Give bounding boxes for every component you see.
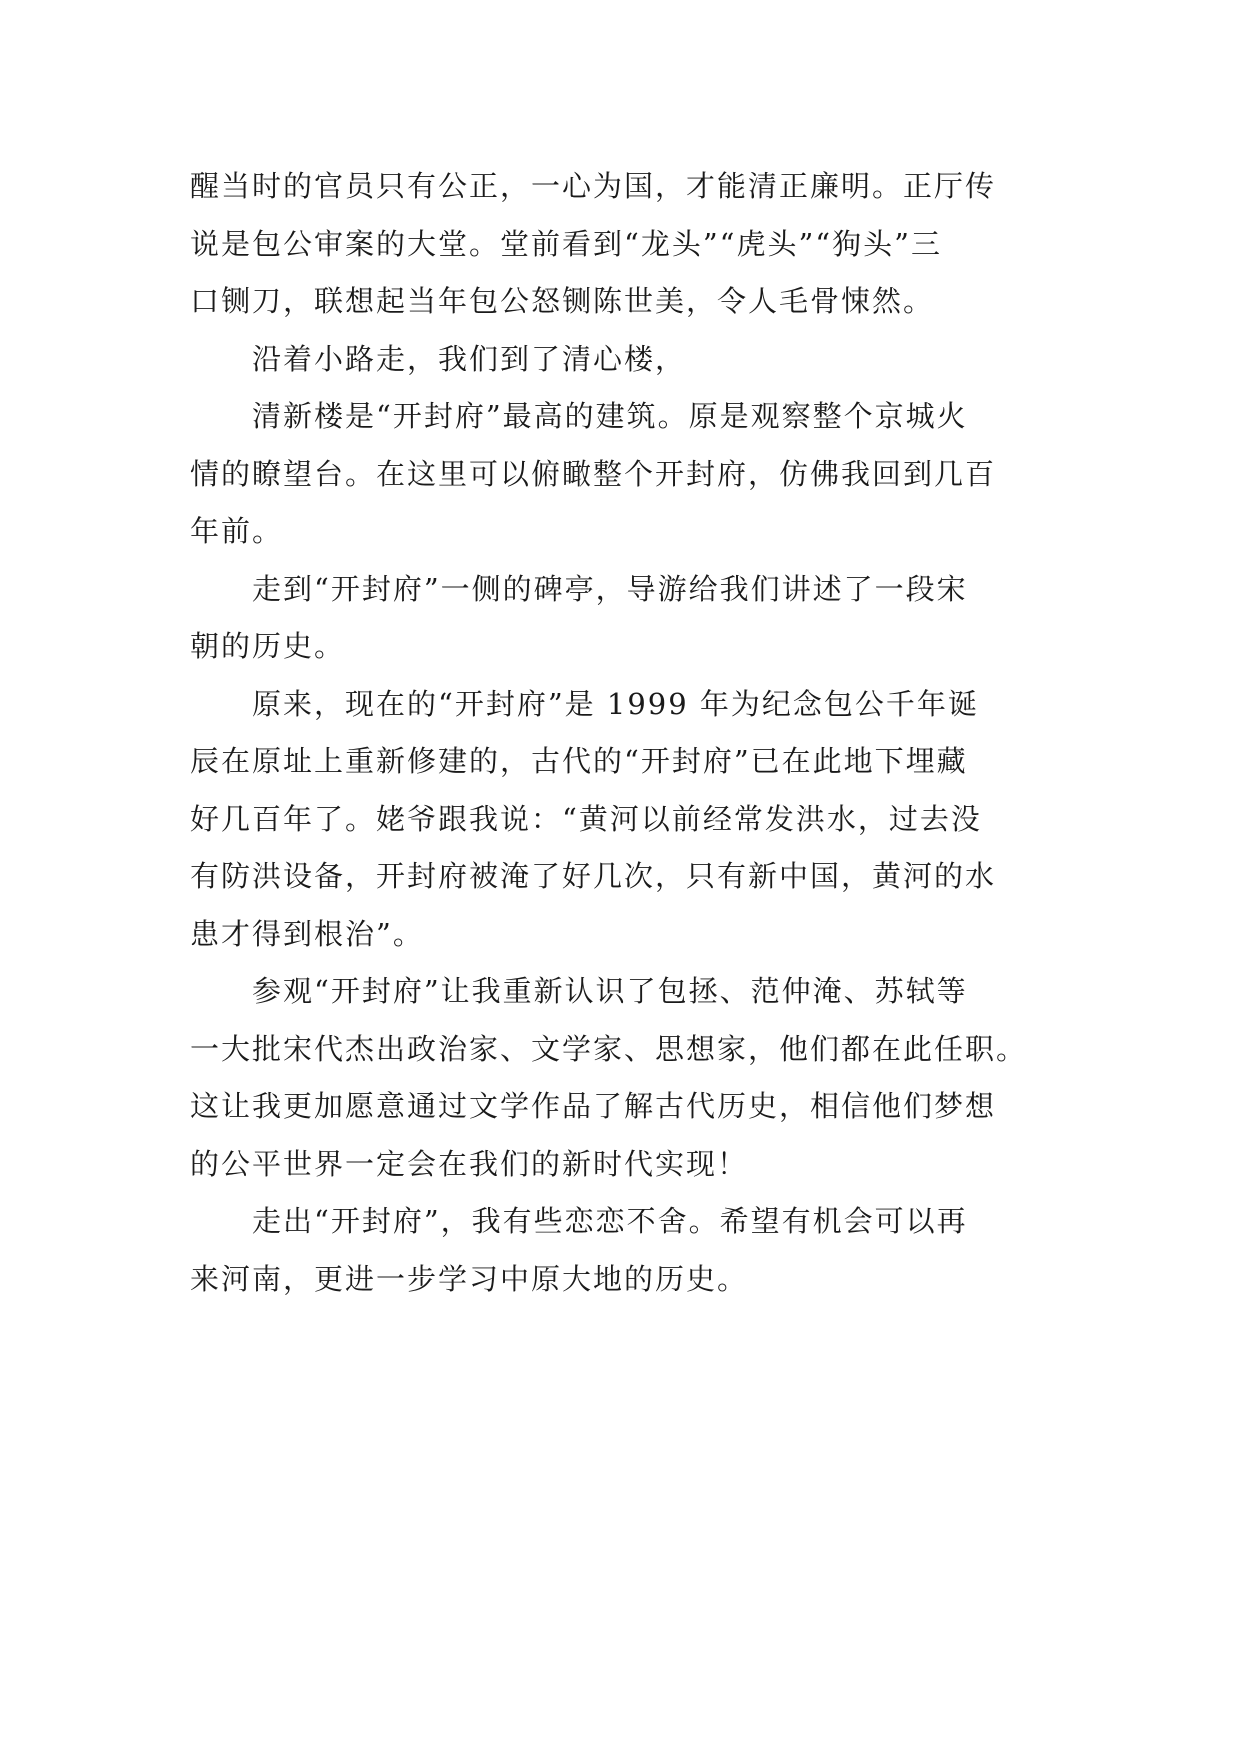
text-line: 口铡刀，联想起当年包公怒铡陈世美，令人毛骨悚然。 xyxy=(190,284,935,318)
text-line: 参观“开封府”让我重新认识了包拯、范仲淹、苏轼等 xyxy=(252,974,968,1008)
text-line: 朝的历史。 xyxy=(190,629,346,663)
text-line: 来河南，更进一步学习中原大地的历史。 xyxy=(190,1261,749,1296)
text-line: 醒当时的官员只有公正，一心为国，才能清正廉明。正厅传 xyxy=(190,169,997,203)
text-line: 这让我更加愿意通过文学作品了解古代历史，相信他们梦想 xyxy=(190,1089,997,1123)
text-line: 说是包公审案的大堂。堂前看到“龙头”“虎头”“狗头”三 xyxy=(190,226,942,261)
text-line: 走到“开封府”一侧的碑亭，导游给我们讲述了一段宋 xyxy=(252,571,968,606)
text-line: 走出“开封府”，我有些恋恋不舍。希望有机会可以再 xyxy=(252,1204,968,1238)
text-line: 沿着小路走，我们到了清心楼， xyxy=(252,341,687,376)
text-line: 患才得到根治”。 xyxy=(190,916,424,951)
text-line: 年前。 xyxy=(190,514,284,548)
text-line: 情的瞭望台。在这里可以俯瞰整个开封府，仿佛我回到几百 xyxy=(190,456,997,491)
text-line: 辰在原址上重新修建的，古代的“开封府”已在此地下埋藏 xyxy=(190,744,968,778)
text-line: 清新楼是“开封府”最高的建筑。原是观察整个京城火 xyxy=(252,399,968,433)
essay-body xyxy=(190,158,1052,1308)
text-line: 原来，现在的“开封府”是 1999 年为纪念包公千年诞 xyxy=(252,686,979,721)
text-line: 一大批宋代杰出政治家、文学家、思想家，他们都在此任职。 xyxy=(190,1031,1028,1066)
text-line: 好几百年了。姥爷跟我说：“黄河以前经常发洪水，过去没 xyxy=(190,801,982,836)
text-line: 的公平世界一定会在我们的新时代实现！ xyxy=(190,1146,749,1181)
text-line: 有防洪设备，开封府被淹了好几次，只有新中国，黄河的水 xyxy=(190,859,997,893)
